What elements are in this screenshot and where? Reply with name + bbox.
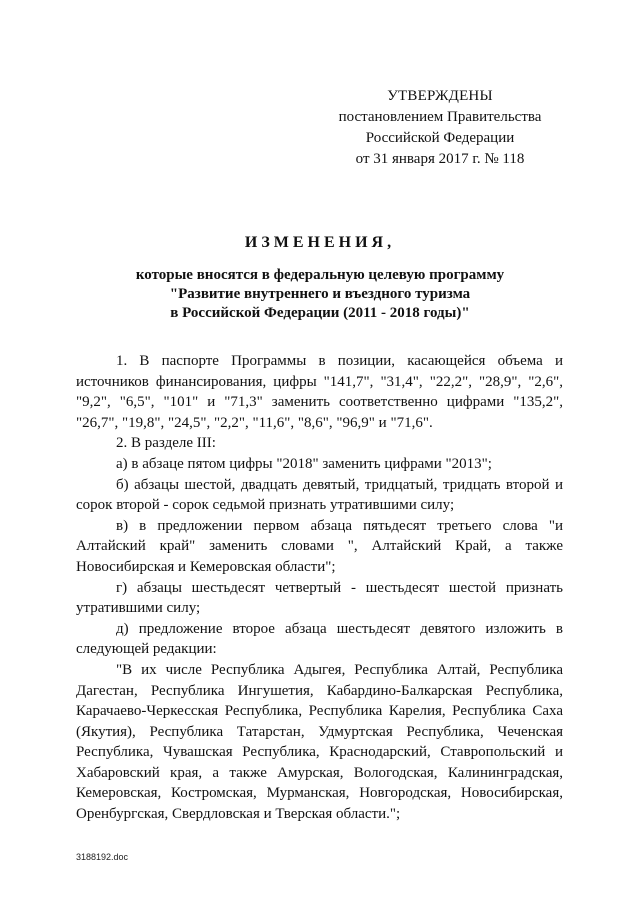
document-subtitle-3: в Российской Федерации (2011 - 2018 годы)" bbox=[170, 305, 470, 321]
approval-line-1: постановлением Правительства bbox=[338, 109, 542, 125]
document-title-block bbox=[80, 234, 560, 323]
approval-line-2: Российской Федерации bbox=[365, 130, 515, 146]
document-file-id: 3188192.doc bbox=[76, 852, 129, 862]
paragraph-2d: д) предложение второе абзаца шестьдесят девятого изложить в следующей редакции: bbox=[76, 620, 563, 658]
approval-heading: УТВЕРЖДЕНЫ bbox=[387, 88, 493, 104]
paragraph-2a: а) в абзаце пятом цифры "2018" заменить цифрами "2013"; bbox=[116, 455, 492, 472]
document-title: ИЗМЕНЕНИЯ, bbox=[244, 234, 396, 251]
approval-stamp bbox=[330, 86, 550, 170]
paragraph-2v: в) в предложении первом абзаца пятьдесят третьего слова "и Алтайский край" заменить словами ", Алтайский Край, а также Новосибирская и Кемеровская области"; bbox=[76, 517, 563, 575]
paragraph-2b: б) абзацы шестой, двадцать девятый, тридцатый, тридцать второй и сорок второй - сорок седьмой признать утратившими силу; bbox=[76, 476, 563, 514]
paragraph-2g: г) абзацы шестьдесят четвертый - шестьдесят шестой признать утратившими силу; bbox=[76, 579, 563, 617]
document-subtitle-2: "Развитие внутреннего и въездного туризма bbox=[169, 286, 471, 302]
paragraph-1: 1. В паспорте Программы в позиции, касающейся объема и источников финансирования, цифры "141,7", "31,4", "22,2", "28,9", "2,6", "9,2", "6,5", "101" и "71,3" заменить соответственно цифрами "135,2", "26,7", "19,8", "24,5", "2,2", "11,6", "8,6", "96,9" и "71,6". bbox=[76, 353, 563, 431]
paragraph-quote: "В их числе Республика Адыгея, Республика Алтай, Республика Дагестан, Республика Ингушетия, Кабардино-Балкарская Республика, Карачаево-Черкесская Республика, Республика Карелия, Республика Саха (Якутия), Республика Татарстан, Удмуртская Республика, Чеченская Республика, Чувашская Республика, Краснодарский, Ставропольский и Хабаровский края, а также Амурская, Вологодская, Калининградская, Кемеровская, Костромская, Мурманская, Новгородская, Новосибирская, Оренбургская, Свердловская и Тверская области."; bbox=[76, 661, 563, 823]
approval-date-number: от 31 января 2017 г. № 118 bbox=[355, 151, 525, 167]
document-subtitle-1: которые вносятся в федеральную целевую программу bbox=[135, 267, 505, 283]
document-body bbox=[76, 351, 563, 825]
paragraph-2: 2. В разделе III: bbox=[116, 435, 216, 452]
